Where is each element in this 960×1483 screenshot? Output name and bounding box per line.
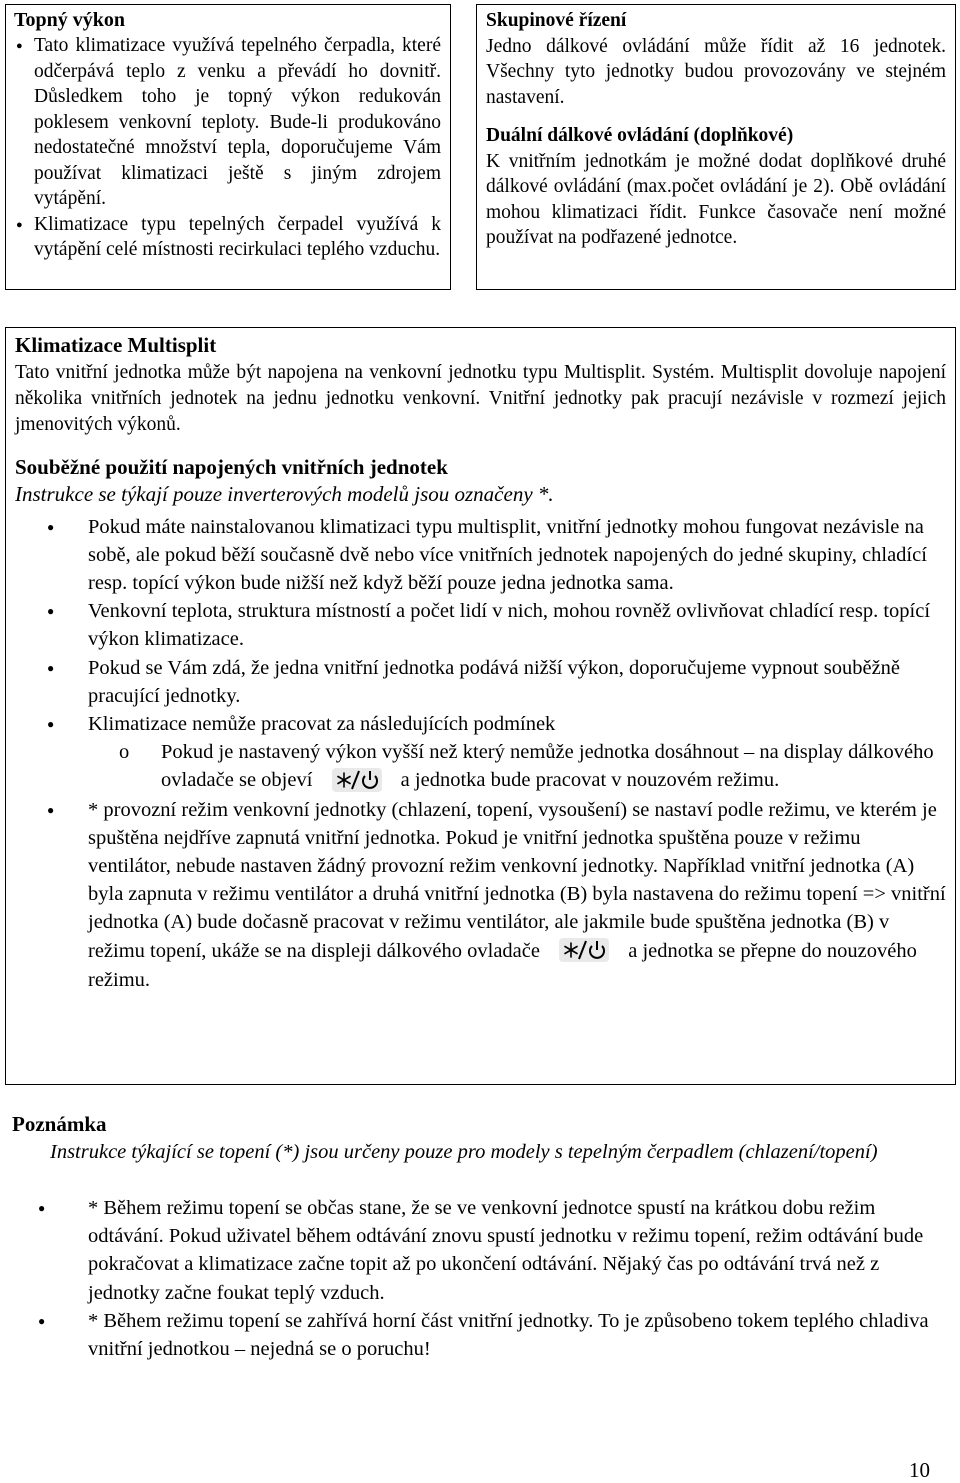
- dual-remote-text: K vnitřním jednotkám je možné dodat doplňkové druhé dálkové ovládání (max.počet ovládání je 2). Obě ovládání mohou klimatizaci řídit. Funkce časovače není možné používat na podřazené jednotce.: [486, 150, 946, 248]
- multisplit-title: Klimatizace Multisplit: [15, 333, 217, 357]
- sub-item-marker: o: [119, 741, 130, 764]
- concurrent-title: Souběžné použití napojených vnitřních jednotek: [15, 454, 448, 479]
- group-control-box: [476, 4, 956, 290]
- operating-mode-text-before: * provozní režim venkovní jednotky (chlazení, topení, vysoušení) se nastaví podle režimu, ve kterém je spuštěna nejdříve zapnutá vnitřní jednotka. Pokud je vnitřní jednotka spuštěna pouze v režimu ventilátor, nebude nastaven žádný provozní režim venkovní jednotky. Například vnitřní jednotka (A) byla zapnuta v režimu ventilátor a druhá vnitřní jednotka (B) byla nastavena do režimu topení => vnitřní jednotka (A) bude dočasně pracovat v režimu ventilátor, ale jakmile bude spuštěna jednotka (B) v režimu topení, ukáže se na displeji dálkového ovladače: [88, 798, 946, 962]
- note-bullet: ● * Během režimu topení se občas stane, že se ve venkovní jednotce spustí na krátkou dobu režim odtávání. Pokud uživatel během odtávání znovu spustí jednotku v režimu topení, režim odtávání bude pokračovat a klimatizace začne topit až po ukončení odtávání. Nějaký čas po odtávání trvá než z jednotky začne foukat teplý vzduch.: [12, 1194, 947, 1307]
- heating-bullet: ● Tato klimatizace využívá tepelného čerpadla, které odčerpává teplo z venku a převádí ho dovnitř. Důsledkem toho je topný výkon redukován poklesem venkovní teploty. Bude-li produkováno nedostatečné množství tepla, doporučujeme Vám používat klimatizaci ještě s jiným zdrojem vytápění.: [14, 33, 441, 212]
- note-title: Poznámka: [12, 1112, 107, 1136]
- snowflake-power-display-icon: [559, 938, 609, 962]
- concurrent-bullet: ● Klimatizace nemůže pracovat za následujících podmínek: [15, 710, 946, 738]
- sub-item-text-before: Pokud je nastavený výkon vyšší než který nemůže jednotka dosáhnout – na display dálkového ovladače se objeví: [161, 741, 934, 792]
- concurrent-bullet: ● Pokud se Vám zdá, že jedna vnitřní jednotka podává nižší výkon, doporučujeme vypnout souběžně pracující jednotky.: [15, 654, 946, 710]
- sub-item: [15, 738, 946, 796]
- multisplit-text: Tato vnitřní jednotka může být napojena na venkovní jednotku typu Multisplit. Systém. Multisplit dovoluje napojení několika vnitřních jednotek na jednu jednotku venkovní. Vnitřní jednotky pak pracují nezávisle v rozmezí jejich jmenovitých výkonů.: [15, 361, 946, 435]
- note-subtitle: Instrukce týkající se topení (*) jsou určeny pouze pro modely s tepelným čerpadlem (chlazení/topení): [50, 1141, 878, 1163]
- note-bullet: ● * Během režimu topení se zahřívá horní část vnitřní jednotky. To je způsobeno tokem teplého chladiva vnitřní jednotkou – nejedná se o poruchu!: [12, 1307, 947, 1363]
- note-section: [12, 1110, 947, 1363]
- concurrent-bullet: ● Venkovní teplota, struktura místností a počet lidí v nich, mohou rovněž ovlivňovat chladící resp. topící výkon klimatizace.: [15, 597, 946, 653]
- heating-title: Topný výkon: [14, 9, 125, 31]
- heating-box: [5, 4, 451, 290]
- concurrent-bullet: [15, 796, 946, 995]
- multisplit-box: [5, 327, 956, 1085]
- group-text: Jedno dálkové ovládání může řídit až 16 jednotek. Všechny tyto jednotky budou provozovány ve stejném nastavení.: [486, 35, 946, 108]
- snowflake-power-display-icon: [332, 768, 382, 792]
- heating-bullet: ● Klimatizace typu tepelných čerpadel využívá k vytápění celé místnosti recirkulaci teplého vzduchu.: [14, 212, 441, 263]
- group-title: Skupinové řízení: [486, 10, 627, 31]
- page-number: 10: [909, 1458, 930, 1482]
- dual-remote-title: Duální dálkové ovládání (doplňkové): [486, 125, 794, 146]
- sub-item-text-after: a jednotka bude pracovat v nouzovém režimu.: [400, 769, 780, 792]
- concurrent-bullet: ● Pokud máte nainstalovanou klimatizaci typu multisplit, vnitřní jednotky mohou fungovat nezávisle na sobě, ale pokud běží současně dvě nebo více vnitřních jednotek napojených do jedné skupiny, chladící resp. topící výkon bude nižší než když běží pouze jedna jednotka sama.: [15, 513, 946, 598]
- concurrent-subtitle: Instrukce se týkají pouze inverterových modelů jsou označeny *.: [15, 482, 554, 506]
- operating-mode-text-after: a jednotka se přepne do nouzového režimu.: [88, 939, 917, 991]
